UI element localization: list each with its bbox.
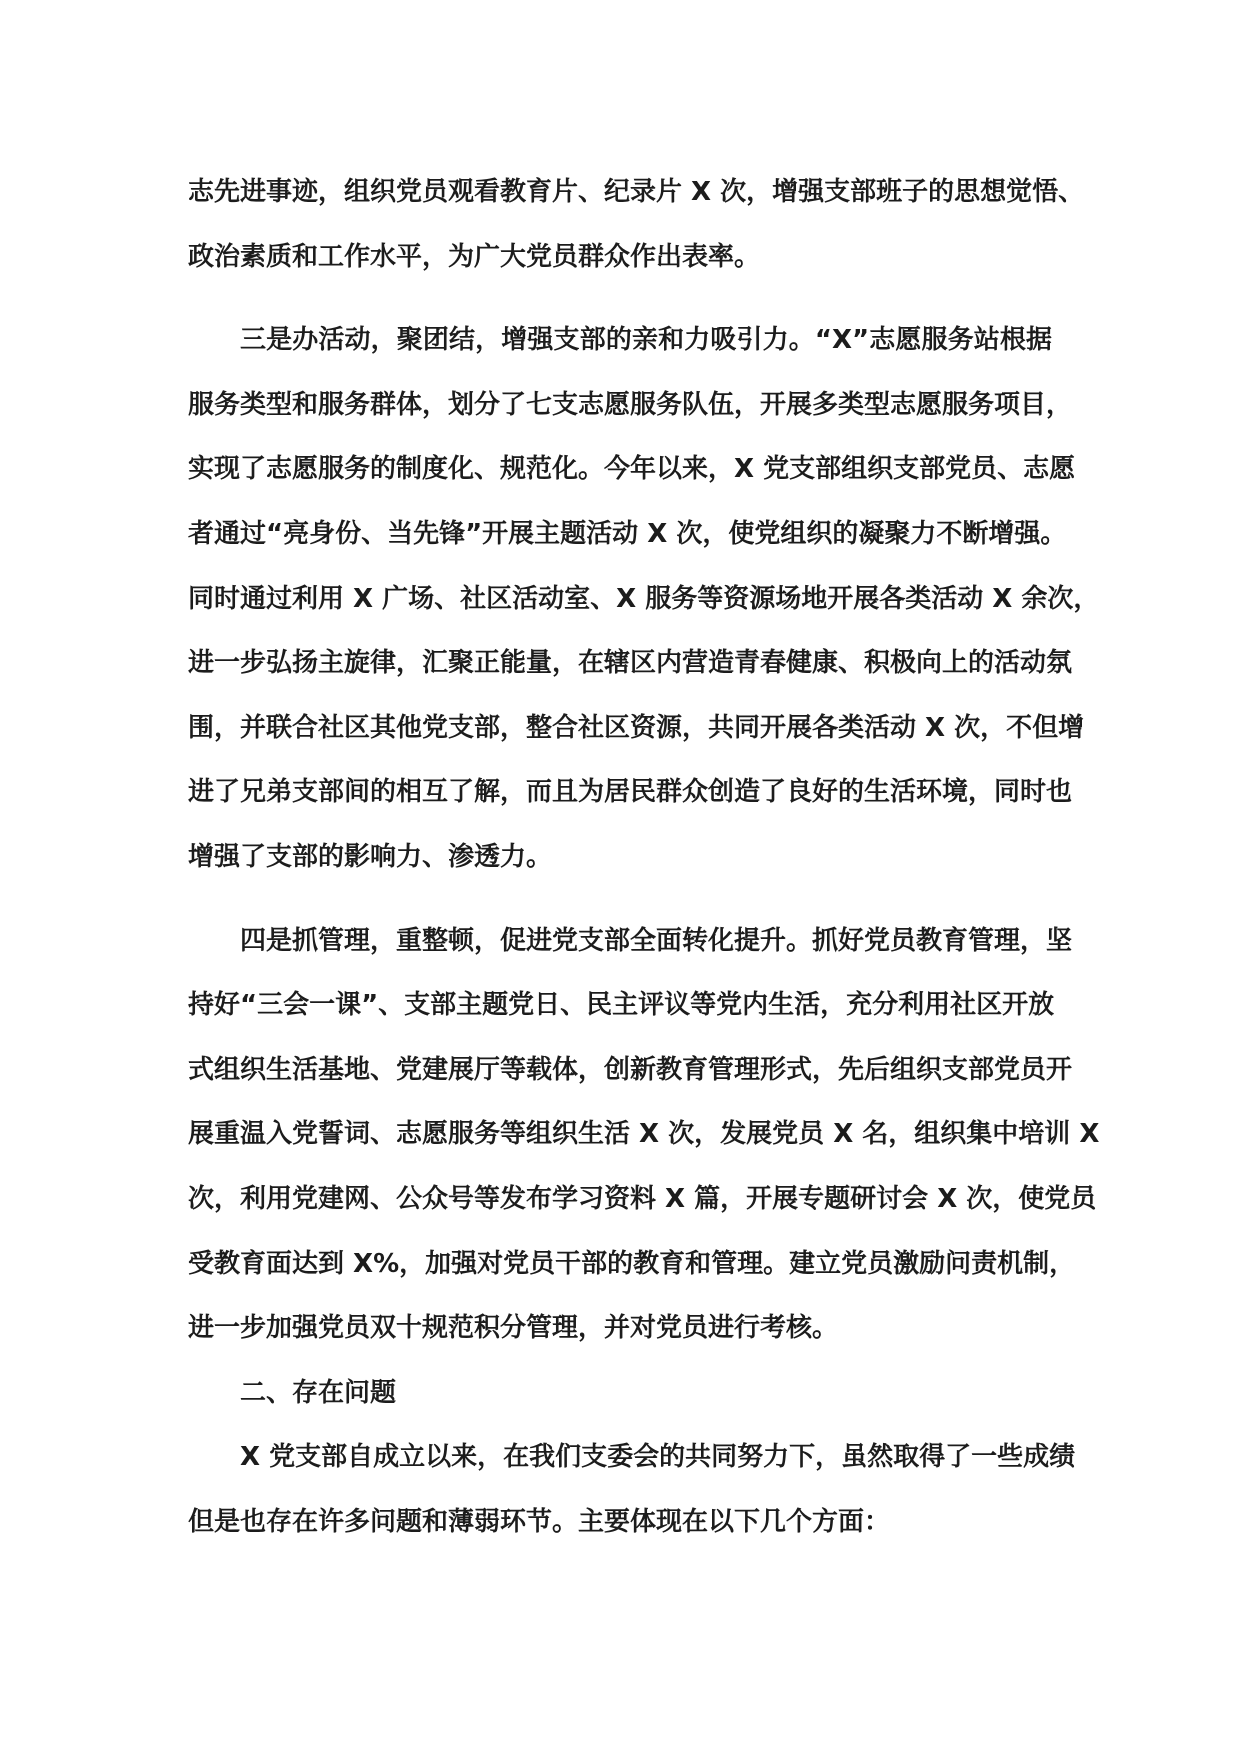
- text-line: 四是抓管理，重整顿，促进党支部全面转化提升。抓好党员教育管理，坚: [240, 925, 1073, 956]
- paragraph-activities: [188, 308, 1100, 889]
- text-line: 持好“三会一课”、支部主题党日、民主评议等党内生活，充分利用社区开放: [188, 990, 1055, 1021]
- text-line: 受教育面达到 X%，加强对党员干部的教育和管理。建立党员激励问责机制，: [188, 1248, 1076, 1279]
- paragraph-continuation: [188, 160, 1085, 289]
- text-line: 展重温入党誓词、志愿服务等组织生活 X 次，发展党员 X 名，组织集中培训 X: [188, 1119, 1100, 1150]
- text-line: 进一步加强党员双十规范积分管理，并对党员进行考核。: [188, 1313, 839, 1344]
- text-line: 者通过“亮身份、当先锋”开展主题活动 X 次，使党组织的凝聚力不断增强。: [188, 518, 1067, 549]
- text-line: 围，并联合社区其他党支部，整合社区资源，共同开展各类活动 X 次，不但增: [188, 712, 1085, 743]
- text-line: 式组织生活基地、党建展厅等载体，创新教育管理形式，先后组织支部党员开: [188, 1054, 1073, 1085]
- section-heading: [188, 1361, 1052, 1426]
- text-line: 进了兄弟支部间的相互了解，而且为居民群众创造了良好的生活环境，同时也: [188, 777, 1073, 808]
- document-page: [188, 160, 1100, 1554]
- text-line: 进一步弘扬主旋律，汇聚正能量，在辖区内营造青春健康、积极向上的活动氛: [188, 648, 1073, 679]
- text-line: 次，利用党建网、公众号等发布学习资料 X 篇，开展专题研讨会 X 次，使党员: [188, 1183, 1097, 1214]
- paragraph-problems-intro: [188, 1425, 1076, 1554]
- text-line: 增强了支部的影响力、渗透力。: [188, 841, 553, 872]
- text-line: 志先进事迹，组织党员观看教育片、纪录片 X 次，增强支部班子的思想觉悟、: [188, 177, 1085, 207]
- paragraph-management: [188, 909, 1100, 1361]
- text-line: 三是办活动，聚团结，增强支部的亲和力吸引力。“X”志愿服务站根据: [240, 325, 1052, 356]
- text-line: 实现了志愿服务的制度化、规范化。今年以来，X 党支部组织支部党员、志愿: [188, 454, 1076, 485]
- text-line: X 党支部自成立以来，在我们支委会的共同努力下，虽然取得了一些成绩: [240, 1442, 1076, 1473]
- text-line: 同时通过利用 X 广场、社区活动室、X 服务等资源场地开展各类活动 X 余次，: [188, 583, 1100, 614]
- text-line: 但是也存在许多问题和薄弱环节。主要体现在以下几个方面：: [188, 1506, 891, 1537]
- heading-text: 二、存在问题: [240, 1377, 397, 1408]
- text-line: 服务类型和服务群体，划分了七支志愿服务队伍，开展多类型志愿服务项目，: [188, 389, 1073, 420]
- text-line: 政治素质和工作水平，为广大党员群众作出表率。: [188, 241, 761, 272]
